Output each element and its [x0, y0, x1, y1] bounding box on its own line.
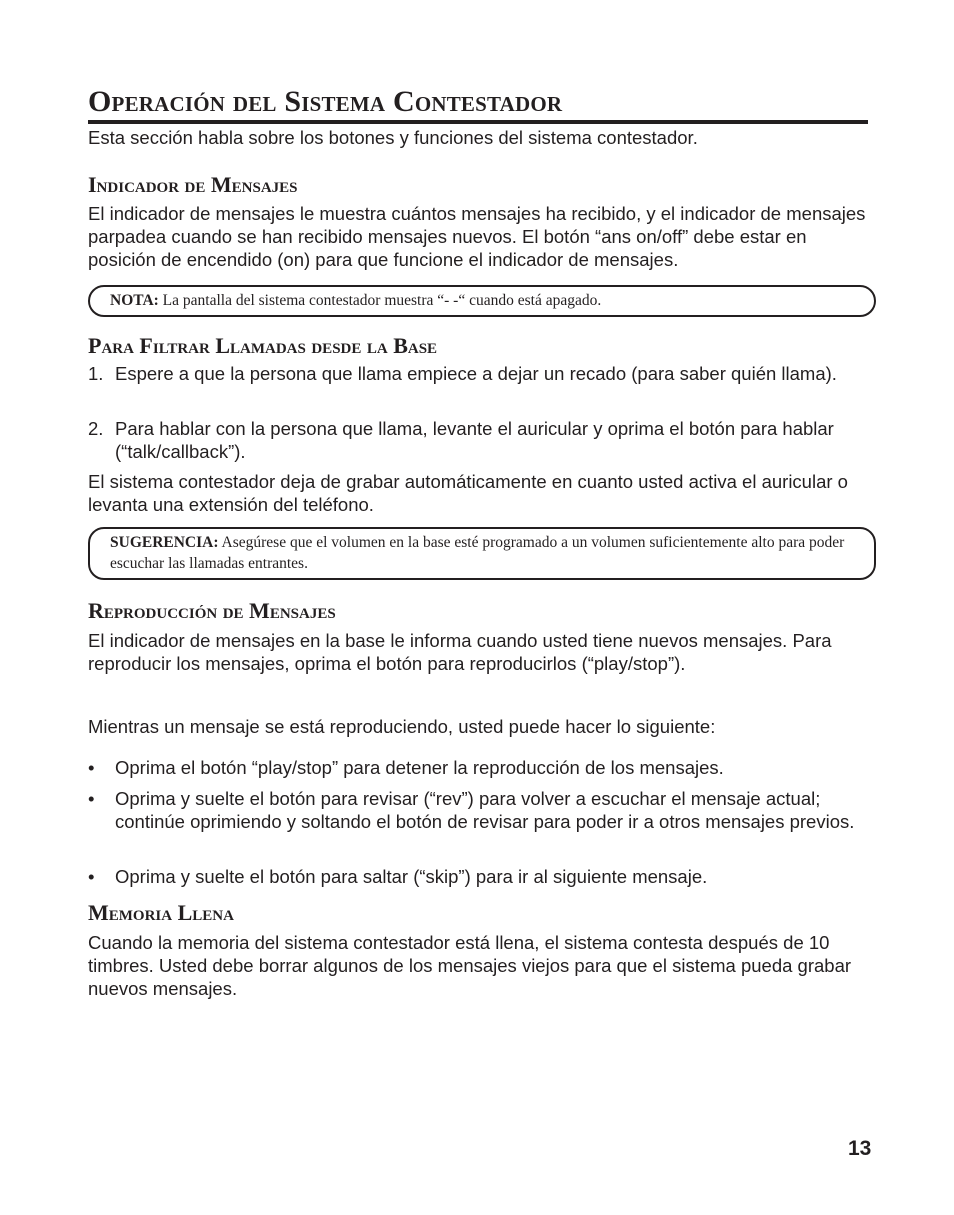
- note-box: [88, 285, 876, 317]
- paragraph-reproduccion-2: Mientras un mensaje se está reproduciendo, usted puede hacer lo siguiente:: [88, 716, 716, 737]
- bullet-text: Oprima el botón “play/stop” para detener la reproducción de los mensajes.: [115, 757, 724, 778]
- heading-filtrar-llamadas: Para Filtrar Llamadas desde la Base: [88, 333, 438, 358]
- list-item: [88, 362, 878, 385]
- intro-text: Esta sección habla sobre los botones y funciones del sistema contestador.: [88, 127, 698, 148]
- step-number: 1.: [88, 363, 104, 384]
- note-label: NOTA:: [110, 292, 159, 309]
- tip-text: Asegúrese que el volumen en la base esté programado a un volumen suficientemente alto para poder escuchar las llamadas entrantes.: [110, 534, 845, 572]
- bullet: •: [88, 866, 95, 887]
- heading-memoria-llena: Memoria Llena: [88, 900, 234, 925]
- note-text: La pantalla del sistema contestador muestra “- -“ cuando está apagado.: [158, 292, 602, 309]
- step-text: Espere a que la persona que llama empiece a dejar un recado (para saber quién llama).: [115, 363, 837, 384]
- paragraph-indicador: El indicador de mensajes le muestra cuántos mensajes ha recibido, y el indicador de mensajes parpadea cuando se han recibido mensajes nuevos. El botón “ans on/off” debe estar en posición de encendido (on) para que funcione el indicador de mensajes.: [88, 203, 866, 270]
- step-text: Para hablar con la persona que llama, levante el auricular y oprima el botón para hablar (“talk/callback”).: [115, 418, 834, 462]
- tip-label: SUGERENCIA:: [110, 534, 219, 551]
- page-title: Operación del Sistema Contestador: [88, 84, 868, 124]
- bullet: •: [88, 788, 95, 809]
- step-number: 2.: [88, 418, 104, 439]
- paragraph-reproduccion-1: El indicador de mensajes en la base le informa cuando usted tiene nuevos mensajes. Para reproducir los mensajes, oprima el botón para reproducirlos (“play/stop”).: [88, 630, 832, 674]
- bullet-text: Oprima y suelte el botón para saltar (“skip”) para ir al siguiente mensaje.: [115, 866, 708, 887]
- page-number: 13: [848, 1137, 872, 1160]
- list-item: [88, 787, 878, 833]
- paragraph-memoria: Cuando la memoria del sistema contestador está llena, el sistema contesta después de 10 timbres. Usted debe borrar algunos de los mensajes viejos para que el sistema pueda grabar nuevos mensajes.: [88, 932, 852, 999]
- list-item: [88, 417, 878, 463]
- heading-reproduccion-mensajes: Reproducción de Mensajes: [88, 598, 336, 623]
- bullet: •: [88, 757, 95, 778]
- list-item: [88, 756, 878, 779]
- bullet-text: Oprima y suelte el botón para revisar (“rev”) para volver a escuchar el mensaje actual; continúe oprimiendo y soltando el botón de revisar para poder ir a otros mensajes previos.: [115, 788, 855, 832]
- tip-box: [88, 527, 876, 580]
- paragraph-filtrar: El sistema contestador deja de grabar automáticamente en cuanto usted activa el auricular o levanta una extensión del teléfono.: [88, 471, 848, 515]
- heading-indicador-mensajes: Indicador de Mensajes: [88, 172, 298, 197]
- list-item: [88, 865, 878, 888]
